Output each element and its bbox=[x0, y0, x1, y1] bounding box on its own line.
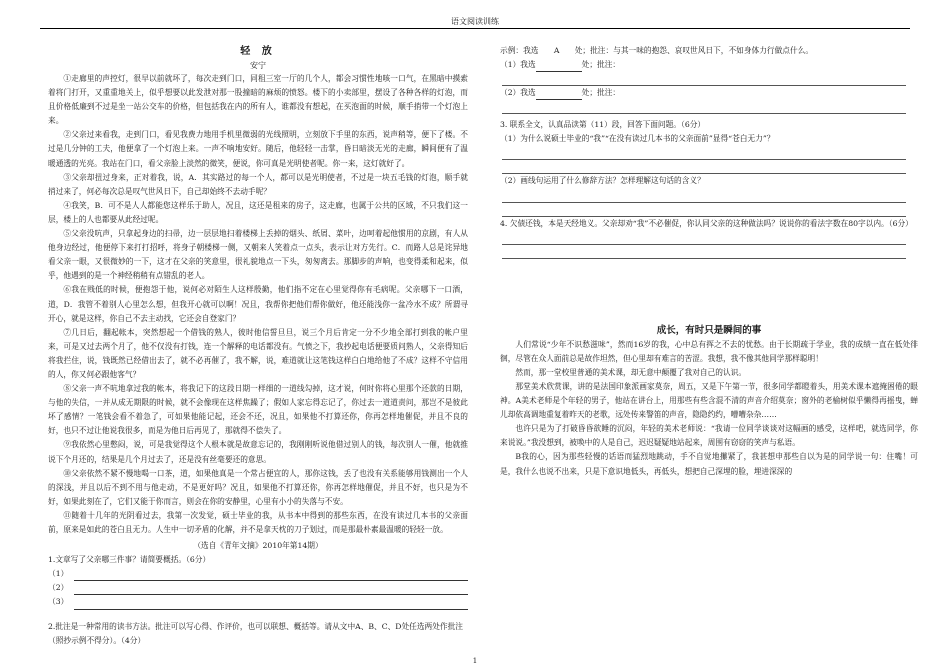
answer-line-1-3[interactable]: （3） bbox=[48, 595, 468, 609]
question-2-answer-2[interactable]: （2）我选 处；批注： bbox=[500, 86, 918, 100]
choice-blank-2[interactable] bbox=[536, 90, 582, 100]
question-2: 2.批注是一种常用的读书方法。批注可以写心得、作评价，也可以联想、概括等。请从文中A、B、C、D处任选两处作批注（照抄示例不得分）。（4分） bbox=[48, 621, 463, 645]
article-paragraph: ⑦几日后，翻起帐本，突然想起一个借钱的熟人，彼时他信誓旦旦，说三个月后肯定一分不少地全部打到我的帐户里来，可是又过去两个月了，他不仅没有打钱，连一个解释的电话都没有。气愤之下，我抄起电话便要质问熟人，父亲得知后将我拦住，说，钱既然已经借出去了，就不必再催了，我不解，说，难道就让这笔钱这样白白地给他了不成？这样不守信用的人，你又何必跟他客气？ bbox=[48, 327, 468, 379]
article-paragraph: ⑥我在贱低的时候，便抱怨于他，说何必对陌生人这样殷勤，他们指不定在心里觉得你有毛病呢。父亲哪下一口酒，道，D．我管不着别人心里怎么想，但我开心就可以啊！况且，我帮你把他们帮你做好，他还能浅你一盆冷水不成？所谓寻开心，就是这样，你自己不去主动找，它还会自登家门？ bbox=[48, 285, 468, 323]
answer-line-4-2[interactable] bbox=[502, 245, 906, 259]
left-column bbox=[48, 44, 468, 648]
header-divider bbox=[40, 28, 910, 29]
page-number: 1 bbox=[472, 657, 478, 665]
question-1: 1.文章写了父亲哪三件事？请简要概括。（6分） bbox=[48, 555, 211, 565]
question-3-1: （1）为什么说硕士毕业的“我”“在没有读过几本书的父亲面前”显得“苍白无力”？ bbox=[500, 134, 775, 144]
page-header: 语文阅读训练 bbox=[451, 17, 499, 26]
article-paragraph: ④我笑，B．可不是人人都能您这样乐于助人，况且，这还是租来的房子，这走廊，也属于公共的区域，不只我们这一层，楼上的人也都要从此经过呢。 bbox=[48, 200, 468, 224]
question-3-2: （2）画线句运用了什么修辞方法？怎样理解这句话的含义？ bbox=[500, 176, 705, 186]
answer-line-3-2a[interactable] bbox=[502, 189, 906, 203]
article2-paragraph: B我的心，因为那些轻慢的话语而猛烈地跳动，手不自觉地攥紧了，我甚想申那些自以为是的同学说一句：住嘴！可是，我什么也说不出来，只是下意识地低头，再低头，想把自己深埋的脸，埋进深深的 bbox=[500, 452, 918, 476]
article-paragraph: ①走廊里的声控灯，很早以前就坏了，每次走到门口，同租三室一厅的几个人，都会习惯性地咳一口气，在黑暗中摸索着将门打开，又重重地关上，似乎想要以此发泄对那一股撞暗的麻烦的愤怒。楼下的小卖部里，摆设了各种各样的灯泡，而且价格低廉到不过是坐一站公交车的价格，但包括我在内的所有人，谁都没有想起，在买泡面的时候，顺手捎带一个灯泡上来。 bbox=[48, 74, 468, 126]
choice-blank-1[interactable] bbox=[536, 62, 582, 72]
article-paragraph: ⑨我依然心里憋闷，说，可是我觉得这个人根本就是故意忘记的，我刚刚听说他借过别人的钱，每次别人一催，他就推说下个月还的，结果是几个月过去了，还是没有丝毫要还的意思。 bbox=[48, 440, 468, 464]
article-paragraph: ⑤父亲没吭声，只拿起身边的扫帚，边一层层地扫着楼梯上丢掉的烟头、纸屑、菜叶，边呵着起他惯用的京剧，有人从他身边经过，他便停下来打打招呼，将身子朝楼梯一侧，又朝来人笑着点一点头，表示让对方先行。C．而路人总是诧异地看父亲一眼，又很微妙的一下，这才在父亲的笑意里，很礼貌地点一下头，匆匆离去。那脚步的声响，也变得柔和起来，似乎，他遇到的是一个神经稍稍有点错乱的老人。 bbox=[48, 229, 468, 281]
answer-line-1-2[interactable]: （2） bbox=[48, 581, 468, 595]
article-source: （选自《青年文摘》2010年第14期） bbox=[193, 541, 323, 551]
article2-title: 成长，有时只是瞬间的事 bbox=[656, 324, 762, 336]
article2-paragraph: 然而，那一堂校里普通的美术课，却无意中颠覆了我对自己的认识。 bbox=[515, 367, 747, 377]
article-paragraph: ⑪随着十几年的光阴看过去，我第一次发觉，硕士毕业的我，从书本中得到的那些东西，在没有读过几本书的父亲面前，原来是如此的苍白且无力。人生中一切矛盾的化解，并不是拿天枕的刀子划过，而是那最朴素最温暖的轻轻一放。 bbox=[48, 510, 468, 534]
answer-line-3-1a[interactable] bbox=[502, 146, 906, 160]
article-paragraph: ⑧父亲一声不吭地拿过我的帐本，将我记下的这段日期一样细的一道线勾掉，这才说，何时你将心里那个还款的日期，与他的失信，一并从成无期限的时候，就不会像现在这样焦躁了；假如人家忘得忘记了，你过去一道道责问，那岂不是彼此坏了感情？一笔钱会看不着急了，可如果他能记起，还会不还，况且，如果他不打算还你，你再怎样地催促，并且不良的好，也只不过让他说我很多，而是为他日后再见了，那就得不偿失了。 bbox=[48, 384, 468, 436]
answer-line-4-1[interactable] bbox=[502, 231, 906, 245]
answer-line-2-1[interactable] bbox=[502, 72, 906, 86]
question-4: 4. 欠债还钱，本是天经地义。父亲却劝“我”不必催促，你认同父亲的这种做法吗？说说你的看法字数在80字以内。（6分） bbox=[500, 218, 913, 228]
answer-line-1-1[interactable]: （1） bbox=[48, 567, 468, 581]
question-2-answer-1[interactable]: （1）我选 处；批注： bbox=[500, 58, 918, 72]
article2-paragraph: 那堂美术欣赏课，讲的是法国印象派画家莫奈，周五，又是下午第一节，很多同学都瞪着头，用美术课本遮掩困倦的眼神。A美术老师是个年轻的男子，他站在讲台上，用那些有些含混不清的声音介绍莫奈；窗外的老榆树似乎懒得再摇曳，蝉儿却依高调地重复着昨天的老歌，远处传来警笛的声音，隐隐约约，嘈嘈杂杂…… bbox=[500, 381, 918, 420]
right-column bbox=[500, 44, 918, 479]
article-paragraph: ③父亲却扭过身来，正对着我，说，A．其实路过的每一个人，都可以是光明使者，不过是一块五毛钱的灯泡，顺手就捎过来了，何必每次总是叹气世风日下，自己却始终不去动手呢？ bbox=[48, 172, 468, 196]
answer-line-2-2[interactable] bbox=[502, 100, 906, 114]
article-author: 安宁 bbox=[250, 61, 266, 70]
article-title: 轻 放 bbox=[240, 46, 276, 57]
article2-paragraph: 也许只是为了打破昏昏欲睡的沉闷，年轻的美术老师说：“我请一位同学谈谈对这幅画的感受，这样吧，就选同学，你来说说。”我没想到，被唤中的人是自己，迟迟疑疑地站起来，周围有窃窃的笑声与私语。 bbox=[500, 424, 918, 448]
article2-paragraph: 人们常说“少年不识愁滋味”，然而16岁的我，心中总有挥之不去的忧愁。由于长期疏于学业，我的成绩一直在低处徘徊，尽管在众人面前总是故作坦然，但心里却有难言的苦涩。我想，我不像其他同学那样聪明！ bbox=[500, 339, 918, 363]
answer-line-3-2b[interactable] bbox=[502, 203, 906, 217]
article-paragraph: ⑩父亲依然不紧不慢地喝一口茶，道，如果他真是一个常占便宜的人，那你这钱，丢了也没有关系能够用钱测出一个人的深浅，并且以后不到不用与他走动，不是更好吗？况且，如果他不打算还你，你再怎样地催促，并且不好，也只是为不好，如果此刻在了，它们又能于你而言，则会在你的安静里，心里有小小的失落与不安。 bbox=[48, 468, 468, 506]
answer-line-3-1b[interactable] bbox=[502, 160, 906, 174]
article-paragraph: ②父亲过来看我，走到门口，看见我费力地用手机里微弱的光线照明，立刻放下手里的东西，说声稍等，便下了楼。不过是几分钟的工夫，他便拿了一个灯泡上来。一声不响地安好。随后，他轻轻一击掌，昏日暗淡无光的走廊，瞬间便有了温暖通透的光亮。我站在门口，看父亲脸上淡然的微笑，便说，你可真是光明使者呢。你一来，这灯就好了。 bbox=[48, 130, 468, 168]
question-2-example: 示例：我选 A 处；批注：与其一味的抱怨、哀叹世风日下，不如身体力行做点什么。 bbox=[500, 46, 814, 55]
question-3: 3. 联系全文，认真品读第（11）段，回答下面问题。（6分） bbox=[500, 120, 706, 130]
